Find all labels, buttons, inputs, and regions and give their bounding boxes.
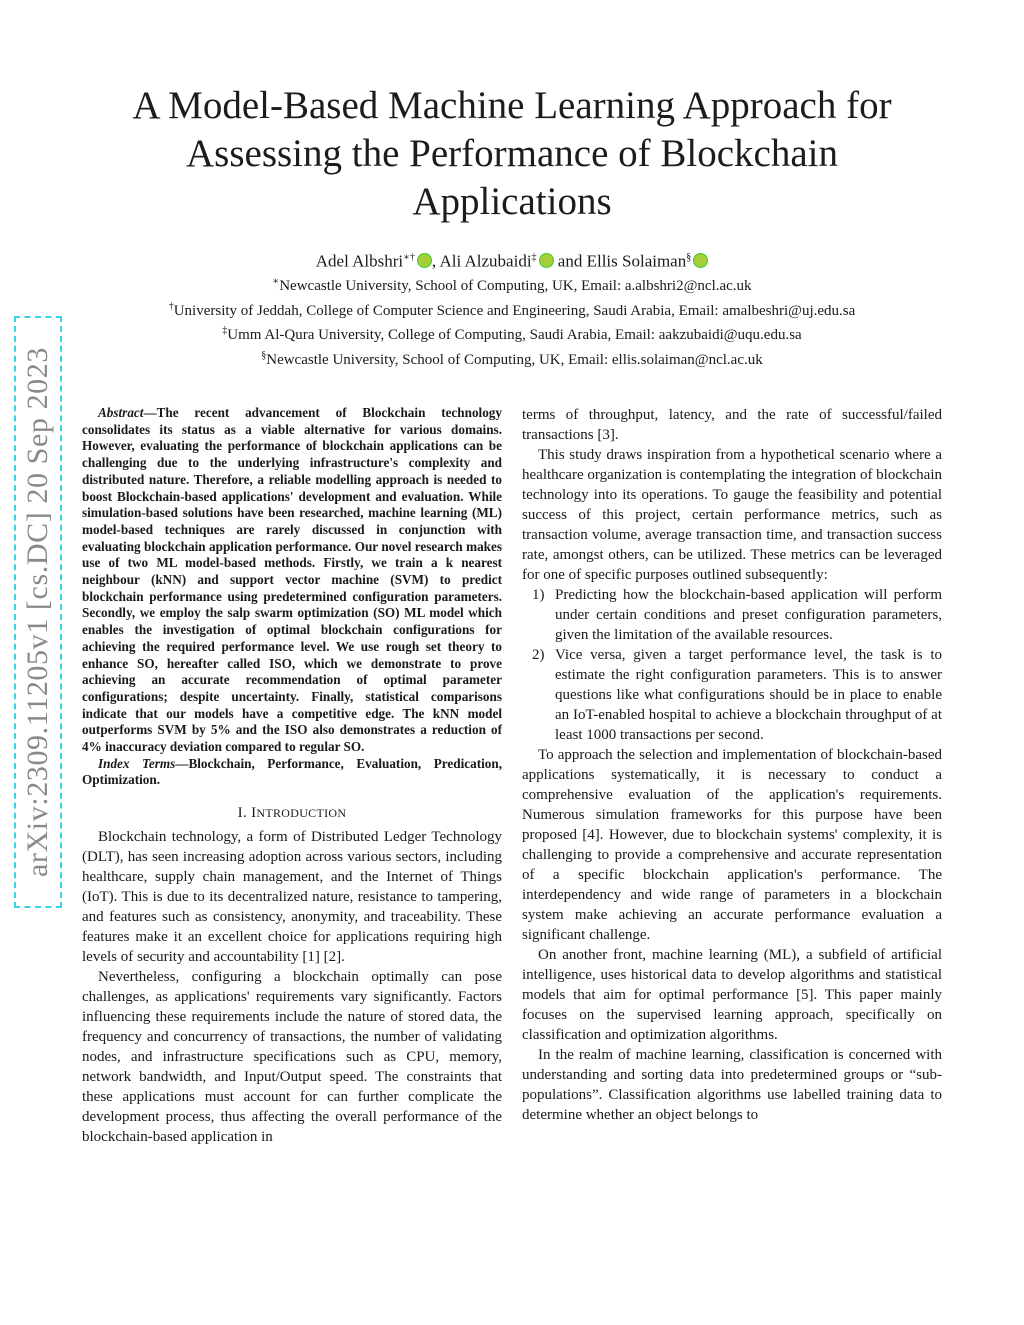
affiliation-line [80, 272, 944, 297]
paper-title: A Model-Based Machine Learning Approach for Assessing the Performance of Blockchain Applications [132, 84, 892, 223]
left-column [82, 405, 502, 1147]
affiliation-mark: § [261, 349, 267, 361]
right-column [522, 405, 942, 1125]
index-terms-label: Index Terms [98, 755, 176, 771]
ml-paragraph: On another front, machine learning (ML), a subfield of artificial intelligence, uses historical data to develop algorithms and statistical models that aim for optimal performance [5]. This paper mainly focuses on the supervised learning approach, specifically on classification and optimization algorithms. [522, 947, 942, 1043]
abstract-dash: — [143, 405, 157, 420]
abstract-text: The recent advancement of Blockchain technology consolidates its status as a viable alternative for various domains. However, evaluating the performance of blockchain applications can be challenging due to the underlying infrastructure's complexity and distributed nature. Therefore, a reliable modelling approach is needed to boost Blockchain-based applications' development and evaluation. While simulation-based solutions have been researched, machine learning (ML) model-based techniques are rarely discussed in conjunction with evaluating blockchain application performance. Our novel research makes use of two ML model-based methods. Firstly, we train a k nearest neighbour (kNN) and support vector machine (SVM) to predict blockchain performance using predetermined configuration parameters. Secondly, we employ the salp swarm optimization (SO) ML model which enables the investigation of optimal blockchain configurations for achieving the required performance level. We use rough set theory to enhance SO, hereafter called ISO, which we demonstrate to prove achieving an accurate recommendation of optimal parameter configurations; despite uncertainty. Finally, statistical comparisons indicate that our models have a competitive edge. The kNN model outperforms SVM by 5% and the ISO also demonstrates a reduction of 4% inaccuracy deviation compared to regular SO. [82, 405, 502, 755]
author-marks: ∗† [403, 252, 415, 263]
author-separator: , [431, 251, 440, 271]
affiliation-line [80, 321, 944, 346]
affiliation-text: Umm Al-Qura University, College of Computing, Saudi Arabia, Email: aakzubaidi@uqu.edu.sa [227, 327, 802, 343]
list-item-text: Vice versa, given a target performance level, the task is to estimate the right configuration parameters. This is to answer questions like what configurations should be in place to enable an IoT-enabled hospital to achieve a blockchain throughput of at least 1000 transactions per second. [555, 647, 942, 743]
section-heading [82, 803, 502, 823]
author-marks: § [686, 252, 692, 263]
section-initial: I [251, 805, 257, 822]
approach-paragraph: To approach the selection and implementation of blockchain-based applications systematically, it is necessary to conduct a comprehensive evaluation of the application's requirements. Numerous simulation frameworks for this purpose have been proposed [4]. However, due to blockchain systems' complexity, it is challenging to provide a comprehensive and accurate representation of a specific blockchain application's performance. The interdependency and wide range of parameters in a blockchain system make achieving an accurate performance evaluation a significant challenge. [522, 747, 942, 943]
purpose-list [522, 585, 942, 745]
arxiv-stamp [14, 316, 62, 908]
arxiv-id: arXiv:2309.11205v1 [cs.DC] 20 Sep 2023 [21, 347, 54, 877]
affiliation-line [80, 297, 944, 322]
abstract [82, 405, 502, 756]
index-terms [82, 756, 502, 789]
affiliation-mark: ‡ [222, 325, 228, 336]
list-item-text: Predicting how the blockchain-based application will perform under certain conditions and preset configuration parameters, given the limitation of the available resources. [555, 587, 942, 643]
list-number: 1) [532, 587, 545, 603]
affiliation-mark: † [168, 300, 174, 312]
affiliation-mark: ∗ [272, 276, 280, 287]
author-line [90, 247, 934, 273]
author-name: Ali Alzubaidi [439, 251, 532, 271]
orcid-icon[interactable] [693, 253, 708, 268]
classification-paragraph: In the realm of machine learning, classification is concerned with understanding and sorting data into predetermined groups or “sub-populations”. Classification algorithms use labelled training data to determine whether an object belongs to [522, 1047, 942, 1123]
affiliation-text: University of Jeddah, College of Computer Science and Engineering, Saudi Arabia, Email: amalbeshri@uj.edu.sa [173, 302, 856, 319]
abstract-label: Abstract [98, 405, 144, 420]
scenario-paragraph: This study draws inspiration from a hypothetical scenario where a healthcare organization is contemplating the integration of blockchain technology into its operations. To gauge the feasibility and potential success of this project, certain performance metrics, such as transaction volume, average transaction time, and transaction success rate, amongst others, can be utilized. These metrics can be leveraged for one of specific purposes outlined subsequently: [522, 447, 942, 583]
continued-paragraph: terms of throughput, latency, and the rate of successful/failed transactions [3]. [522, 407, 942, 443]
list-number: 2) [532, 647, 545, 663]
author-name: Adel Albshri [315, 251, 404, 271]
section-title-rest: NTRODUCTION [256, 806, 347, 821]
orcid-icon[interactable] [417, 253, 432, 268]
intro-paragraph-1: Blockchain technology, a form of Distributed Ledger Technology (DLT), has seen increasing adoption across various sectors, including healthcare, supply chain management, and the Internet of Things (IoT). This is due to its decentralized nature, resistance to tampering, and features such as consistency, anonymity, and traceability. These features make it an excellent choice for applications requiring high levels of security and accountability [1] [2]. [82, 829, 502, 966]
author-name: Ellis Solaiman [586, 251, 687, 271]
affiliation-text: Newcastle University, School of Computing, UK, Email: a.albshri2@ncl.ac.uk [279, 278, 752, 294]
affiliation-text: Newcastle University, School of Computing, UK, Email: ellis.solaiman@ncl.ac.uk [266, 351, 763, 368]
intro-paragraph-2: Nevertheless, configuring a blockchain optimally can pose challenges, as applications' requirements vary significantly. Factors influencing these requirements include the nature of stored data, the frequency and concurrency of transactions, the number of validating nodes, and infrastructure specifications such as CPU, memory, network bandwidth, and Input/Output speed. The constraints that these applications must account for can further complicate the development process, thus affecting the overall performance of the blockchain-based application in [82, 969, 502, 1146]
author-marks: ‡ [531, 252, 537, 263]
author-separator: and [553, 251, 587, 271]
list-item [522, 645, 942, 745]
orcid-icon[interactable] [539, 253, 554, 268]
list-item [522, 585, 942, 645]
affiliations [80, 272, 944, 370]
index-terms-text: —Blockchain, Performance, Evaluation, Predication, Optimization. [82, 755, 502, 788]
section-number: I. [237, 805, 252, 822]
affiliation-line [80, 346, 944, 371]
